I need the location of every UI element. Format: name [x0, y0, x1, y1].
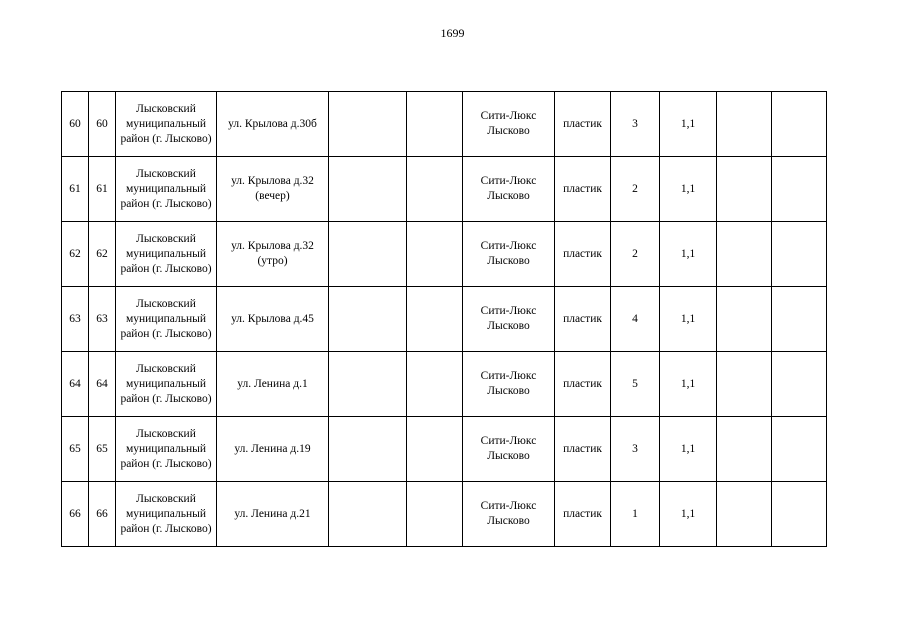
row-number-text: 62 — [69, 247, 81, 260]
empty-cell — [772, 222, 827, 287]
empty-cell — [717, 222, 772, 287]
operator-cell — [463, 222, 555, 287]
table-row — [62, 482, 827, 547]
district-cell — [116, 287, 217, 352]
operator-cell — [463, 482, 555, 547]
operator-text: Сити-Люкс Лысково — [480, 175, 537, 202]
row-number-text: 60 — [69, 117, 81, 130]
row-number-cell — [62, 417, 89, 482]
table-row — [62, 417, 827, 482]
object-number-text: 66 — [96, 507, 108, 520]
container-volume-cell — [660, 482, 717, 547]
district-text: Лысковский муниципальный район (г. Лысково) — [120, 102, 212, 145]
empty-cell — [329, 222, 407, 287]
operator-text: Сити-Люкс Лысково — [480, 305, 537, 332]
row-number-text: 61 — [69, 182, 81, 195]
empty-cell — [717, 157, 772, 222]
district-cell — [116, 92, 217, 157]
material-text: пластик — [563, 182, 602, 195]
row-number-text: 64 — [69, 377, 81, 390]
container-count-cell — [611, 287, 660, 352]
empty-cell — [772, 92, 827, 157]
registry-table — [61, 91, 827, 547]
container-volume-text: 1,1 — [680, 182, 696, 195]
empty-cell — [772, 482, 827, 547]
container-volume-cell — [660, 417, 717, 482]
empty-cell — [407, 92, 463, 157]
material-text: пластик — [563, 507, 602, 520]
row-number-cell — [62, 157, 89, 222]
empty-cell — [772, 352, 827, 417]
operator-text: Сити-Люкс Лысково — [480, 370, 537, 397]
object-number-cell — [89, 92, 116, 157]
row-number-text: 63 — [69, 312, 81, 325]
container-count-cell — [611, 222, 660, 287]
object-number-text: 65 — [96, 442, 108, 455]
operator-text: Сити-Люкс Лысково — [480, 435, 537, 462]
material-cell — [555, 482, 611, 547]
material-cell — [555, 222, 611, 287]
row-number-cell — [62, 352, 89, 417]
container-volume-text: 1,1 — [680, 312, 696, 325]
empty-cell — [407, 222, 463, 287]
material-text: пластик — [563, 442, 602, 455]
object-number-text: 64 — [96, 377, 108, 390]
address-text: ул. Ленина д.21 — [234, 507, 311, 520]
operator-text: Сити-Люкс Лысково — [480, 500, 537, 527]
container-count-cell — [611, 92, 660, 157]
material-cell — [555, 287, 611, 352]
empty-cell — [329, 287, 407, 352]
object-number-text: 60 — [96, 117, 108, 130]
material-cell — [555, 157, 611, 222]
operator-cell — [463, 417, 555, 482]
empty-cell — [772, 287, 827, 352]
district-text: Лысковский муниципальный район (г. Лысково) — [120, 167, 212, 210]
operator-cell — [463, 157, 555, 222]
empty-cell — [407, 157, 463, 222]
empty-cell — [407, 417, 463, 482]
address-text: ул. Ленина д.1 — [237, 377, 308, 390]
address-cell — [217, 482, 329, 547]
address-text: ул. Крылова д.32 (утро) — [231, 240, 314, 267]
table-row — [62, 352, 827, 417]
address-cell — [217, 157, 329, 222]
operator-cell — [463, 287, 555, 352]
empty-cell — [407, 352, 463, 417]
operator-text: Сити-Люкс Лысково — [480, 240, 537, 267]
empty-cell — [772, 157, 827, 222]
table-row — [62, 92, 827, 157]
container-volume-cell — [660, 222, 717, 287]
material-text: пластик — [563, 377, 602, 390]
operator-text: Сити-Люкс Лысково — [480, 110, 537, 137]
table-row — [62, 222, 827, 287]
empty-cell — [717, 417, 772, 482]
object-number-cell — [89, 352, 116, 417]
district-text: Лысковский муниципальный район (г. Лысково) — [120, 297, 212, 340]
empty-cell — [329, 352, 407, 417]
container-count-cell — [611, 352, 660, 417]
row-number-cell — [62, 222, 89, 287]
container-volume-cell — [660, 352, 717, 417]
row-number-text: 65 — [69, 442, 81, 455]
address-text: ул. Крылова д.32 (вечер) — [231, 175, 314, 202]
empty-cell — [329, 417, 407, 482]
row-number-cell — [62, 287, 89, 352]
district-cell — [116, 352, 217, 417]
table-row — [62, 287, 827, 352]
object-number-cell — [89, 287, 116, 352]
district-text: Лысковский муниципальный район (г. Лысково) — [120, 492, 212, 535]
object-number-cell — [89, 222, 116, 287]
container-count-cell — [611, 417, 660, 482]
container-count-cell — [611, 482, 660, 547]
row-number-text: 66 — [69, 507, 81, 520]
operator-cell — [463, 352, 555, 417]
container-volume-text: 1,1 — [680, 377, 696, 390]
row-number-cell — [62, 482, 89, 547]
container-count-text: 3 — [632, 117, 638, 130]
material-cell — [555, 92, 611, 157]
empty-cell — [407, 482, 463, 547]
empty-cell — [717, 92, 772, 157]
object-number-text: 61 — [96, 182, 108, 195]
object-number-text: 63 — [96, 312, 108, 325]
material-cell — [555, 352, 611, 417]
address-cell — [217, 222, 329, 287]
empty-cell — [717, 352, 772, 417]
empty-cell — [329, 157, 407, 222]
object-number-cell — [89, 157, 116, 222]
address-text: ул. Крылова д.30б — [228, 117, 317, 130]
container-count-text: 3 — [632, 442, 638, 455]
empty-cell — [717, 482, 772, 547]
district-cell — [116, 417, 217, 482]
registry-body — [62, 92, 827, 547]
container-count-text: 1 — [632, 507, 638, 520]
container-volume-text: 1,1 — [680, 247, 696, 260]
district-cell — [116, 482, 217, 547]
material-text: пластик — [563, 247, 602, 260]
material-cell — [555, 417, 611, 482]
district-cell — [116, 157, 217, 222]
container-volume-cell — [660, 92, 717, 157]
empty-cell — [407, 287, 463, 352]
container-volume-text: 1,1 — [680, 442, 696, 455]
object-number-cell — [89, 482, 116, 547]
address-text: ул. Ленина д.19 — [234, 442, 311, 455]
container-volume-text: 1,1 — [680, 507, 696, 520]
container-count-text: 4 — [632, 312, 638, 325]
container-volume-cell — [660, 157, 717, 222]
address-cell — [217, 287, 329, 352]
address-text: ул. Крылова д.45 — [231, 312, 314, 325]
district-text: Лысковский муниципальный район (г. Лысково) — [120, 232, 212, 275]
empty-cell — [329, 92, 407, 157]
material-text: пластик — [563, 312, 602, 325]
object-number-text: 62 — [96, 247, 108, 260]
table-row — [62, 157, 827, 222]
address-cell — [217, 417, 329, 482]
page-number: 1699 — [440, 26, 465, 40]
row-number-cell — [62, 92, 89, 157]
container-count-text: 2 — [632, 182, 638, 195]
container-count-text: 5 — [632, 377, 638, 390]
object-number-cell — [89, 417, 116, 482]
empty-cell — [772, 417, 827, 482]
district-text: Лысковский муниципальный район (г. Лысково) — [120, 362, 212, 405]
container-count-text: 2 — [632, 247, 638, 260]
container-volume-text: 1,1 — [680, 117, 696, 130]
district-text: Лысковский муниципальный район (г. Лысково) — [120, 427, 212, 470]
address-cell — [217, 92, 329, 157]
empty-cell — [329, 482, 407, 547]
container-count-cell — [611, 157, 660, 222]
material-text: пластик — [563, 117, 602, 130]
container-volume-cell — [660, 287, 717, 352]
address-cell — [217, 352, 329, 417]
operator-cell — [463, 92, 555, 157]
empty-cell — [717, 287, 772, 352]
district-cell — [116, 222, 217, 287]
